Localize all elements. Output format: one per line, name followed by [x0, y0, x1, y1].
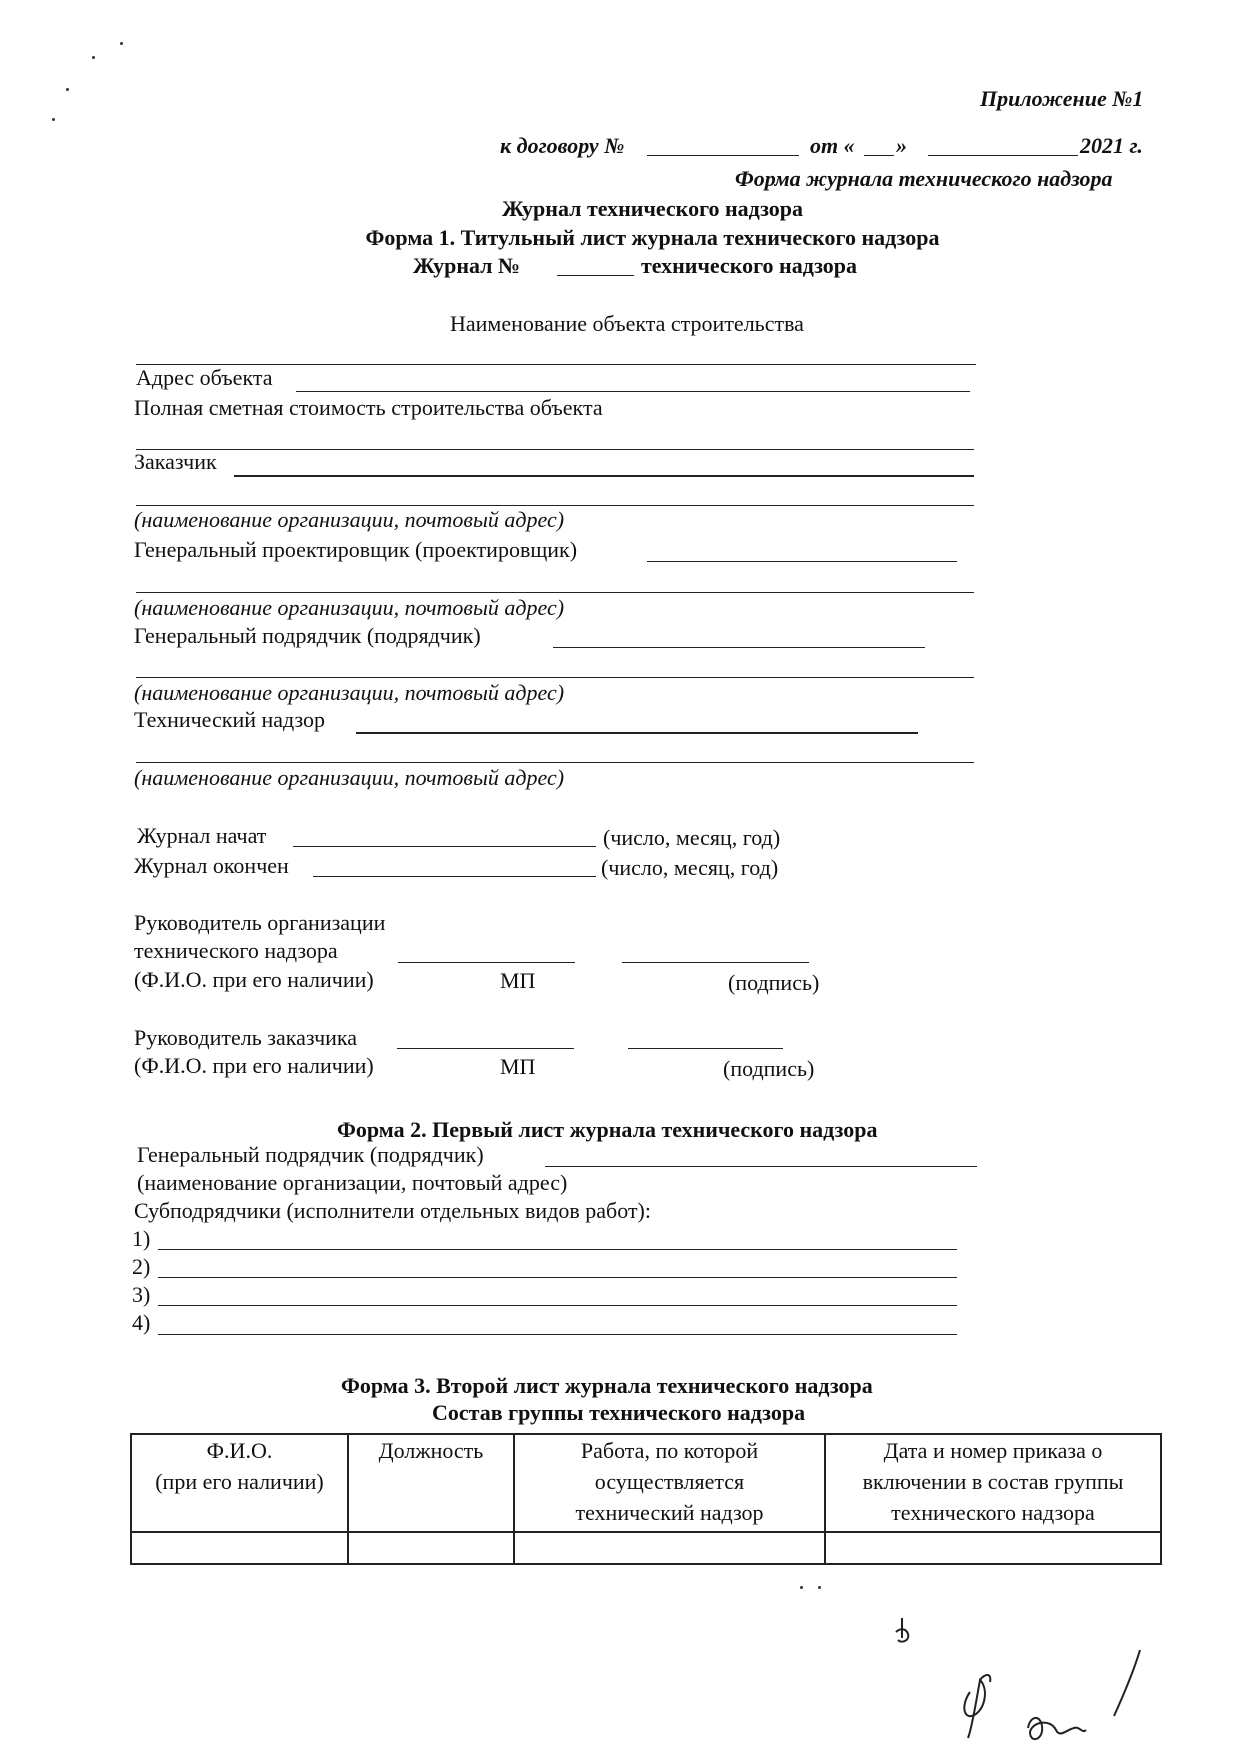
head-customer-signature-line[interactable] — [628, 1048, 783, 1049]
head-customer-fio-hint: (Ф.И.О. при его наличии) — [134, 1053, 374, 1078]
signature-stroke — [1114, 1650, 1140, 1716]
subcontractors-label: Субподрядчики (исполнители отдельных видов работ): — [134, 1198, 651, 1223]
table-cell-order[interactable] — [825, 1532, 1161, 1564]
address-line[interactable] — [296, 391, 970, 392]
form2-title: Форма 2. Первый лист журнала технического надзора — [337, 1117, 878, 1142]
journal-started-line[interactable] — [293, 846, 596, 847]
contractor-line[interactable] — [553, 647, 925, 648]
head-customer-signature-hint: (подпись) — [723, 1056, 815, 1081]
customer-org-hint: (наименование организации, почтовый адрес) — [134, 507, 565, 532]
appendix-label: Приложение №1 — [980, 86, 1144, 111]
journal-started-label: Журнал начат — [137, 823, 267, 848]
journal-started-date-hint: (число, месяц, год) — [603, 825, 781, 850]
scan-speck — [52, 118, 55, 121]
initial-mark — [896, 1618, 908, 1642]
head-org-label-1: Руководитель организации — [134, 910, 386, 935]
head-org-signature-line[interactable] — [622, 962, 809, 963]
contractor-label: Генеральный подрядчик (подрядчик) — [134, 623, 481, 648]
contract-year: 2021 г. — [1080, 133, 1143, 158]
column-header-order-line1: Дата и номер приказа о — [883, 1438, 1103, 1463]
column-header-position-line1: Должность — [378, 1438, 484, 1463]
tech-supervision-org-hint: (наименование организации, почтовый адрес) — [134, 765, 565, 790]
scan-speck — [66, 88, 69, 91]
object-name-label: Наименование объекта строительства — [450, 311, 804, 336]
column-header-position — [348, 1434, 514, 1532]
journal-ended-date-hint: (число, месяц, год) — [601, 855, 779, 880]
subcontractor-line-3[interactable] — [158, 1305, 957, 1306]
column-header-fio-line1: Ф.И.О. — [206, 1438, 273, 1463]
form-caption: Форма журнала технического надзора — [735, 166, 1113, 191]
signature-one — [964, 1675, 990, 1738]
subcontractor-line-4[interactable] — [158, 1334, 957, 1335]
table-cell-position[interactable] — [348, 1532, 514, 1564]
subcontractor-item-3: 3) — [132, 1282, 151, 1307]
table-cell-work[interactable] — [514, 1532, 825, 1564]
table-header-row — [131, 1434, 1161, 1532]
head-org-label-2: технического надзора — [134, 938, 338, 963]
journal-number-suffix: технического надзора — [641, 253, 858, 278]
contract-number-line[interactable] — [647, 155, 799, 156]
journal-number-prefix: Журнал № — [413, 253, 521, 278]
journal-title: Журнал технического надзора — [501, 196, 804, 221]
column-header-work-line1: Работа, по которой — [580, 1438, 759, 1463]
head-org-stamp: МП — [500, 968, 536, 993]
column-header-fio-line2: (при его наличии) — [155, 1469, 324, 1494]
column-header-work-line2: осуществляется — [594, 1469, 745, 1494]
subcontractor-item-2: 2) — [132, 1254, 151, 1279]
customer-line[interactable] — [234, 475, 974, 477]
signature-two — [1028, 1718, 1086, 1739]
journal-ended-label: Журнал окончен — [134, 853, 289, 878]
column-header-work — [514, 1434, 825, 1532]
cost-line[interactable] — [136, 449, 974, 450]
contractor-org-hint: (наименование организации, почтовый адрес) — [134, 680, 565, 705]
contract-day-line[interactable] — [864, 155, 894, 156]
subcontractor-line-2[interactable] — [158, 1277, 957, 1278]
column-header-order — [825, 1434, 1161, 1532]
head-org-name-line[interactable] — [398, 962, 575, 963]
cost-label: Полная сметная стоимость строительства объекта — [134, 395, 603, 420]
scan-speck — [120, 42, 123, 45]
head-org-signature-hint: (подпись) — [728, 970, 820, 995]
designer-org-hint: (наименование организации, почтовый адрес) — [134, 595, 565, 620]
form3-title: Форма 3. Второй лист журнала технического надзора — [341, 1373, 873, 1398]
head-customer-label: Руководитель заказчика — [134, 1025, 358, 1050]
customer-label: Заказчик — [134, 449, 217, 474]
contract-close-quote: » — [896, 133, 907, 158]
contract-month-line[interactable] — [928, 155, 1078, 156]
handwritten-signatures — [880, 1610, 1180, 1750]
address-label: Адрес объекта — [136, 365, 273, 390]
form3-subtitle: Состав группы технического надзора — [432, 1400, 806, 1425]
form1-title: Форма 1. Титульный лист журнала технического надзора — [365, 225, 940, 250]
column-header-order-line2: включении в состав группы — [862, 1469, 1124, 1494]
form2-contractor-line[interactable] — [545, 1166, 977, 1167]
contract-prefix: к договору № — [500, 133, 625, 158]
scan-speck — [818, 1586, 821, 1589]
head-customer-stamp: МП — [500, 1054, 536, 1079]
tech-supervision-line[interactable] — [356, 732, 918, 734]
column-header-order-line3: технического надзора — [891, 1500, 1095, 1525]
journal-ended-line[interactable] — [313, 876, 596, 877]
head-org-fio-hint: (Ф.И.О. при его наличии) — [134, 967, 374, 992]
subcontractor-line-1[interactable] — [158, 1249, 957, 1250]
contractor-line-2[interactable] — [136, 677, 974, 678]
column-header-fio — [131, 1434, 348, 1532]
subcontractor-item-1: 1) — [132, 1226, 151, 1251]
journal-number-line[interactable] — [557, 275, 634, 276]
tech-supervision-line-2[interactable] — [136, 762, 974, 763]
form2-org-hint: (наименование организации, почтовый адрес) — [137, 1170, 568, 1195]
subcontractor-item-4: 4) — [132, 1310, 151, 1335]
tech-supervision-label: Технический надзор — [134, 707, 326, 732]
scan-speck — [92, 56, 95, 59]
head-customer-name-line[interactable] — [397, 1048, 574, 1049]
designer-line-2[interactable] — [136, 592, 974, 593]
designer-label: Генеральный проектировщик (проектировщик) — [134, 537, 578, 562]
form2-contractor-label: Генеральный подрядчик (подрядчик) — [137, 1142, 484, 1167]
supervision-group-table — [130, 1433, 1162, 1565]
customer-line-2[interactable] — [136, 505, 974, 506]
table-cell-fio[interactable] — [131, 1532, 348, 1564]
contract-from: от « — [810, 133, 855, 158]
column-header-work-line3: технический надзор — [575, 1500, 764, 1525]
designer-line[interactable] — [647, 561, 957, 562]
scan-speck — [800, 1586, 803, 1589]
table-row — [131, 1532, 1161, 1564]
